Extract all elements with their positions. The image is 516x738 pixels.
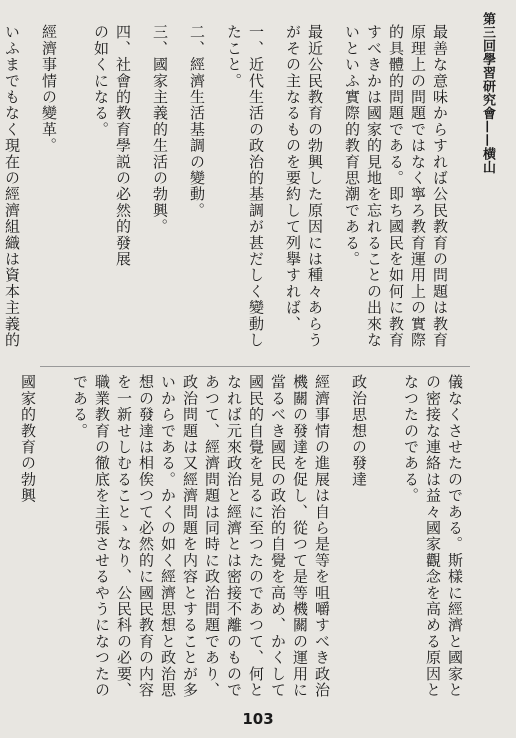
paragraph: 儀なくさせたのである。斯樣に經濟と國家との密接な連絡は益々國家觀念を高める原因となつたのである。 <box>402 374 464 698</box>
paragraph: 四、社會的教育學説の必然的發展 <box>114 24 132 267</box>
upper-text-block <box>3 24 466 359</box>
paragraph: 政治思想の發達 <box>350 374 368 488</box>
lower-text-block <box>19 374 466 699</box>
paragraph: 三、國家主義的生活の勃興。 <box>151 24 169 235</box>
page-number: 103 <box>242 710 274 728</box>
paragraph: 二、經濟生活基調の變動。 <box>188 24 206 219</box>
paragraph: いふまでもなく現在の經濟組織は資本主義的 <box>3 24 21 348</box>
paragraph: 經濟事情の變革。 <box>40 24 58 154</box>
paragraph: 最善な意味からすれば公民教育の問題は教育原理上の問題ではなく寧ろ教育運用上の實際的具體的問題である。即ち國民を如何に教育すべきかは國家的見地を忘れることの出來ないといふ實際的教育思潮である。 <box>343 24 449 348</box>
paragraph: 經濟事情の進展は自ら是等を咀嚼すべき政治機關の發達を促し、從つて是等機關の運用に當るべき國民の政治的自覺を高め、かくして國民的自覺を見るに至つたのであつて、何となれば元來政治と經濟とは密接不離のものであつて、經濟問題は同時に政治問題であり、政治問題は又經濟問題を内容とすることが多いからである。かくの如く經濟思想と政治思想の發達は相俟つて必然的に國民教育の内容を一新せしむることゝなり、公民科の必要、職業教育の徹底を主張させるやうになつたのである。 <box>71 374 331 698</box>
paragraph: 國家的教育の勃興 <box>19 374 37 504</box>
paragraph <box>0 374 17 699</box>
running-header: 第三回學習研究會——横山 <box>480 12 495 174</box>
paragraph: 一、近代生活の政治的基調が甚だしく變動したこと。 <box>225 24 265 348</box>
column-divider <box>40 366 470 367</box>
paragraph: の如くになる。 <box>92 24 110 138</box>
paragraph: 最近公民教育の勃興した原因には種々あらうがその主なるものを要約して列擧すれば、 <box>284 24 324 348</box>
